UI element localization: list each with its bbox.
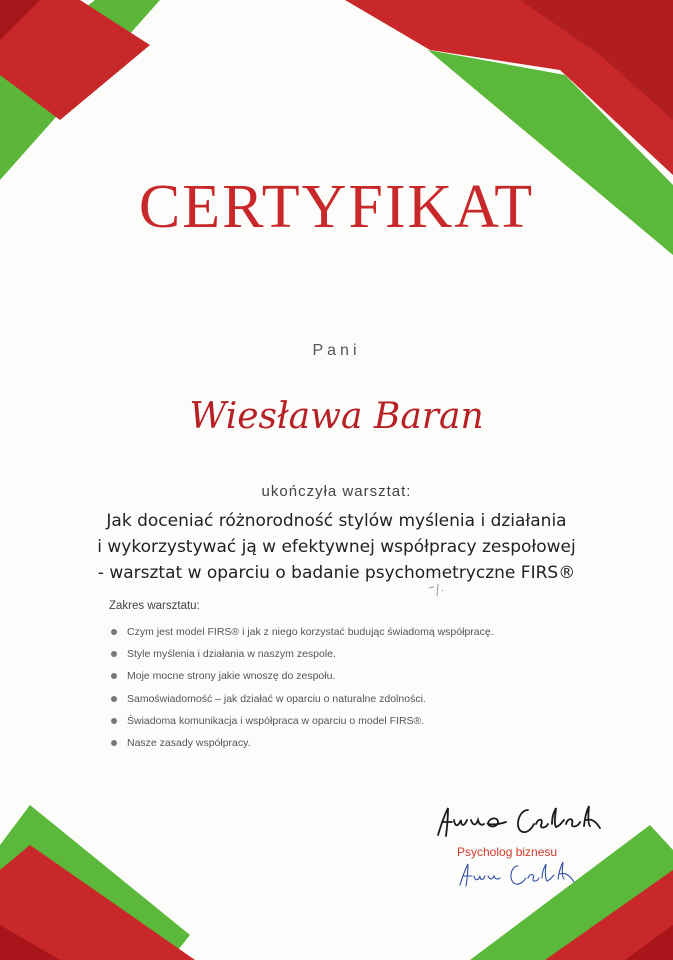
handwritten-signature [438,806,600,836]
scope-list [110,621,494,754]
workshop-title-line: - warsztat w oparciu o badanie psychometryczne FIRS® [97,563,576,583]
salutation: Pani [312,342,361,359]
list-item: Świadoma komunikacja i współpraca w oparciu o model FIRS®. [110,710,494,732]
list-item: Czym jest model FIRS® i jak z niego korzystać budując świadomą współpracę. [110,621,494,643]
completed-label: ukończyła warsztat: [261,483,412,500]
stamp-signature [460,862,574,886]
list-item: Moje mocne strony jakie wnoszę do zespołu. [110,665,494,687]
list-item: Samoświadomość – jak działać w oparciu o naturalne zdolności. [110,688,494,710]
scope-heading: Zakres warsztatu: [109,600,200,612]
workshop-title [40,508,633,586]
workshop-title-line: i wykorzystywać ją w efektywnej współpracy zespołowej [97,537,576,557]
workshop-title-line: Jak doceniać różnorodność stylów myślenia i działania [106,511,567,531]
signer-role: Psycholog biznesu [457,845,558,859]
list-item: Nasze zasady współpracy. [110,732,494,754]
list-item: Style myślenia i działania w naszym zespole. [110,643,494,665]
recipient-name: Wiesława Baran [189,396,484,437]
pen-mark [425,582,455,602]
certificate-title: CERTYFIKAT [138,173,535,241]
